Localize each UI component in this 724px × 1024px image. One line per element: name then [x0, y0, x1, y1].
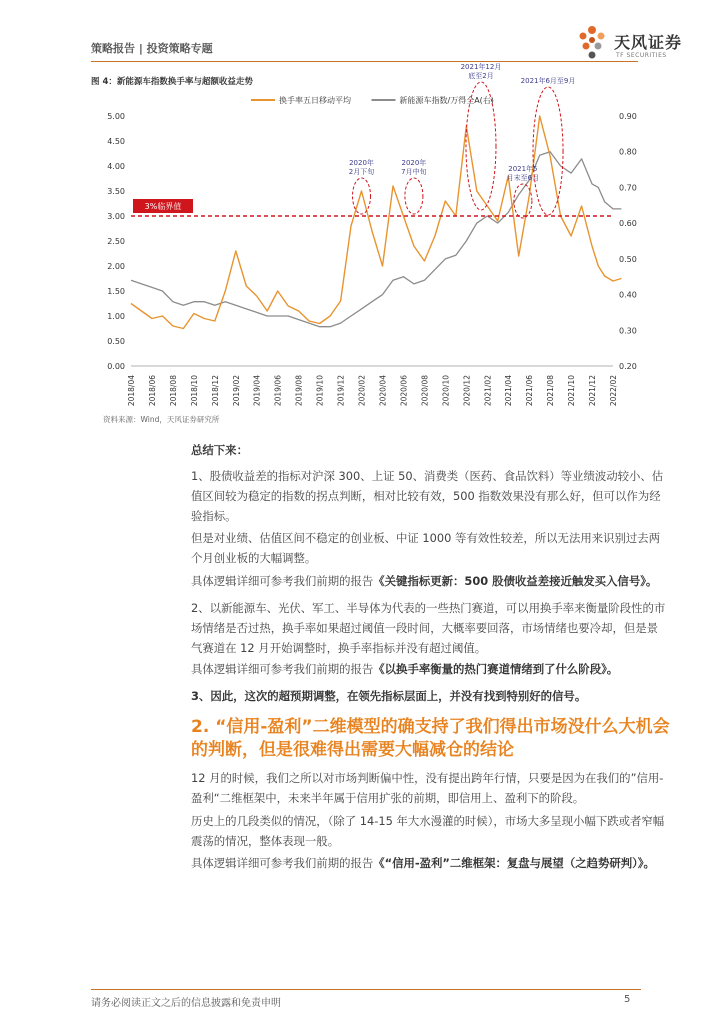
x-tick-label: 2019/10 [315, 375, 325, 407]
report-category: 策略报告 | 投资策略专题 [91, 42, 213, 55]
logo-name: 天风证券 [614, 33, 683, 52]
y-right-tick-label: 0.40 [619, 290, 637, 300]
x-tick-label: 2018/06 [147, 375, 157, 407]
y-right-tick-label: 0.60 [619, 219, 637, 229]
threshold-label: 3%临界值 [144, 202, 182, 211]
annotation-label: 2020年 [349, 159, 374, 167]
annotation-ellipse [405, 178, 423, 214]
summary-paragraph-1: 1、股债收益差的指标对沪深 300、上证 50、消费类（医药、食品饮料）等业绩波动较小、估值区间较为稳定的指数的拐点判断，相对比较有效，500 指数效果没有那么好，但可以作为经验指标。 [191, 469, 664, 523]
footer-disclaimer: 请务必阅读正文之后的信息披露和免责申明 [91, 998, 281, 1009]
y-right-tick-label: 0.80 [619, 147, 637, 157]
y-left-tick-label: 2.00 [107, 262, 125, 271]
y-right-tick-label: 0.70 [619, 183, 637, 193]
annotation-label: 2020年 [401, 159, 427, 167]
x-tick-label: 2020/08 [420, 375, 430, 407]
y-left-tick-label: 3.50 [107, 187, 125, 196]
x-tick-label: 2018/12 [210, 375, 220, 407]
x-tick-label: 2021/12 [588, 374, 598, 407]
section-reference: 具体逻辑详细可参考我们前期的报告《“信用-盈利”二维框架：复盘与展望（之趋势研判）》。 [191, 856, 655, 870]
x-tick-label: 2022/02 [609, 375, 618, 407]
report-link-3[interactable]: 《“信用-盈利”二维框架：复盘与展望（之趋势研判）》。 [373, 856, 655, 870]
annotation-label: 2021年12月 [460, 63, 502, 71]
figure-caption: 图 4：新能源车指数换手率与超额收益走势 [91, 77, 253, 87]
summary-paragraph-2: 但是对业绩、估值区间不稳定的创业板、中证 1000 等有效性较差，所以无法用来识别过去两个月创业板的大幅调整。 [191, 531, 661, 565]
y-right-tick-label: 0.20 [619, 362, 637, 371]
series-line [131, 152, 621, 327]
report-link-2[interactable]: 《以换手率衡量的热门赛道情绪到了什么阶段》。 [373, 662, 619, 676]
series-line [131, 116, 621, 329]
section-heading: 2. “信用-盈利”二维模型的确支持了我们得出市场没什么大机会的判断，但是很难得出需要大幅减仓的结论 [191, 717, 670, 760]
x-tick-label: 2019/08 [294, 375, 304, 407]
summary-paragraph-6: 3、因此，这次的超预期调整，在领先指标层面上，并没有找到特别好的信号。 [191, 689, 587, 703]
summary-title: 总结下来： [191, 443, 248, 457]
logo-flower-icon [574, 22, 610, 62]
legend-label: 换手率五日移动平均 [279, 96, 351, 105]
x-tick-label: 2021/02 [483, 375, 493, 407]
footer-divider [91, 989, 641, 990]
legend-label: 新能源车指数/万得全A(右) [399, 96, 494, 105]
y-left-tick-label: 0.00 [107, 362, 125, 371]
y-left-tick-label: 3.00 [107, 212, 125, 221]
y-left-tick-label: 1.00 [107, 312, 125, 321]
x-tick-label: 2021/08 [546, 375, 556, 407]
x-tick-label: 2019/06 [273, 375, 283, 407]
page-number: 5 [624, 994, 631, 1005]
y-left-tick-label: 0.50 [107, 337, 125, 346]
x-tick-label: 2021/06 [525, 375, 535, 407]
x-tick-label: 2020/06 [399, 375, 409, 407]
logo-subtitle: TF SECURITIES [616, 52, 667, 59]
x-tick-label: 2020/02 [357, 375, 367, 407]
y-left-tick-label: 1.50 [107, 287, 125, 296]
annotation-ellipse [353, 178, 371, 214]
y-right-tick-label: 0.90 [619, 112, 637, 121]
x-tick-label: 2019/12 [336, 375, 346, 407]
x-tick-label: 2021/10 [567, 375, 577, 407]
x-tick-label: 2018/04 [127, 375, 136, 407]
summary-paragraph-4: 2、以新能源车、光伏、军工、半导体为代表的一些热门赛道，可以用换手率来衡量阶段性的市场情绪是否过热，换手率如果超过阈值一段时间，大概率要回落，市场情绪也要冷却，但是景气赛道在 12 月开始调整时，换手率指标并没有超过阈值。 [191, 601, 666, 655]
x-tick-label: 2018/10 [189, 375, 199, 407]
header-divider [91, 61, 638, 62]
y-left-tick-label: 5.00 [107, 112, 125, 121]
annotation-label: 2月下旬 [348, 168, 375, 176]
summary-reference-1: 具体逻辑详细可参考我们前期的报告《关键指标更新：500 股债收益差接近触发买入信号》。 [191, 574, 658, 588]
x-tick-label: 2018/08 [168, 375, 178, 407]
y-left-tick-label: 4.00 [107, 162, 125, 171]
annotation-label: 月末至6月 [506, 174, 540, 182]
x-tick-label: 2021/04 [504, 375, 514, 407]
annotation-label: 7月中旬 [401, 168, 427, 176]
x-tick-label: 2019/02 [231, 375, 241, 407]
annotation-label: 2021年5 [508, 165, 538, 173]
y-left-tick-label: 2.50 [107, 237, 125, 246]
company-logo [574, 22, 684, 62]
x-tick-label: 2020/10 [441, 375, 451, 407]
annotation-ellipse [533, 87, 563, 215]
report-link-1[interactable]: 《关键指标更新：500 股债收益差接近触发买入信号》。 [373, 574, 658, 588]
y-right-tick-label: 0.50 [619, 254, 637, 264]
y-left-tick-label: 4.50 [107, 137, 125, 146]
annotation-label: 底至2月 [468, 72, 494, 80]
summary-reference-2: 具体逻辑详细可参考我们前期的报告《以换手率衡量的热门赛道情绪到了什么阶段》。 [191, 662, 619, 676]
x-tick-label: 2020/12 [462, 375, 472, 407]
section-paragraph-2: 历史上的几段类似的情况，（除了 14-15 年大水漫灌的时候），市场大多呈现小幅下跌或者窄幅震荡的情况，整体表现一般。 [191, 814, 665, 848]
section-paragraph-1: 12 月的时候，我们之所以对市场判断偏中性，没有提出跨年行情，只要是因为在我们的”信用-盈利“二维框架中，未来半年属于信用扩张的前期，即信用上、盈利下的阶段。 [191, 771, 664, 805]
y-right-tick-label: 0.30 [619, 326, 637, 336]
figure-source: 资料来源：Wind，天风证券研究所 [103, 415, 220, 424]
annotation-label: 2021年6月至9月 [520, 77, 576, 85]
x-tick-label: 2019/04 [252, 375, 262, 407]
x-tick-label: 2020/04 [378, 375, 388, 407]
